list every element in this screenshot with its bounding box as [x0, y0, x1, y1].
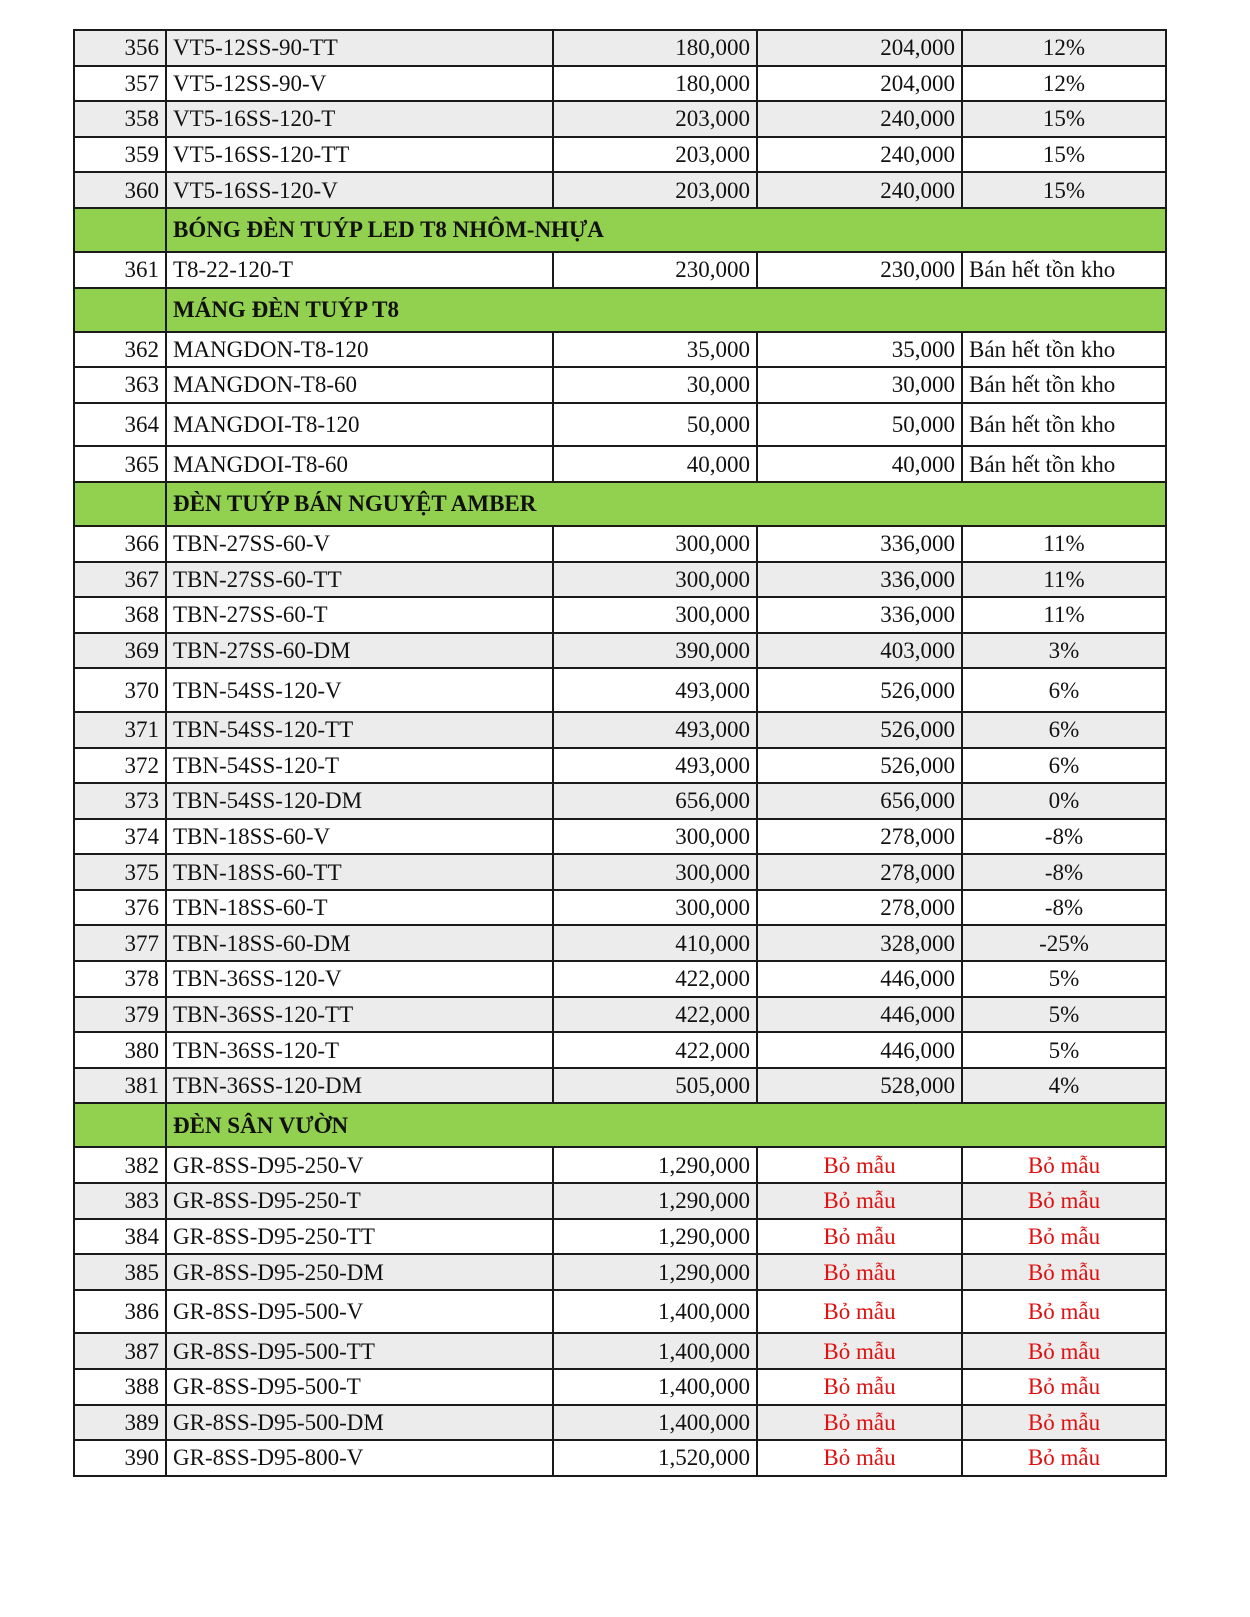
- category-title: ĐÈN SÂN VƯỜN: [166, 1103, 1166, 1147]
- new-price: Bỏ mẫu: [757, 1290, 962, 1334]
- row-number: 388: [74, 1369, 166, 1405]
- old-price: 422,000: [553, 1032, 757, 1068]
- row-number: 379: [74, 997, 166, 1033]
- new-price: 278,000: [757, 890, 962, 926]
- row-number: 380: [74, 1032, 166, 1068]
- old-price: 300,000: [553, 562, 757, 598]
- old-price: 505,000: [553, 1068, 757, 1104]
- old-price: 1,520,000: [553, 1440, 757, 1476]
- new-price: 278,000: [757, 819, 962, 855]
- product-code: VT5-16SS-120-V: [166, 172, 553, 208]
- price-change: 5%: [962, 961, 1166, 997]
- new-price: 446,000: [757, 1032, 962, 1068]
- old-price: 390,000: [553, 633, 757, 669]
- row-number: 365: [74, 446, 166, 482]
- price-change: Bán hết tồn kho: [962, 332, 1166, 368]
- old-price: 300,000: [553, 819, 757, 855]
- product-code: MANGDON-T8-120: [166, 332, 553, 368]
- product-code: VT5-12SS-90-V: [166, 66, 553, 102]
- price-change: Bỏ mẫu: [962, 1147, 1166, 1183]
- row-number: 367: [74, 562, 166, 598]
- old-price: 300,000: [553, 526, 757, 562]
- category-title: BÓNG ĐÈN TUÝP LED T8 NHÔM-NHỰA: [166, 208, 1166, 252]
- row-number: 362: [74, 332, 166, 368]
- old-price: 203,000: [553, 137, 757, 173]
- price-change: 6%: [962, 668, 1166, 712]
- product-code: GR-8SS-D95-500-T: [166, 1369, 553, 1405]
- price-change: Bỏ mẫu: [962, 1219, 1166, 1255]
- price-change: 15%: [962, 172, 1166, 208]
- table-row: [74, 1290, 1166, 1334]
- new-price: Bỏ mẫu: [757, 1440, 962, 1476]
- table-row: [74, 137, 1166, 173]
- old-price: 40,000: [553, 446, 757, 482]
- new-price: 336,000: [757, 526, 962, 562]
- old-price: 1,290,000: [553, 1219, 757, 1255]
- new-price: 30,000: [757, 367, 962, 403]
- old-price: 180,000: [553, 66, 757, 102]
- price-change: 12%: [962, 30, 1166, 66]
- product-code: TBN-27SS-60-V: [166, 526, 553, 562]
- old-price: 230,000: [553, 252, 757, 288]
- new-price: 528,000: [757, 1068, 962, 1104]
- table-row: [74, 783, 1166, 819]
- new-price: 403,000: [757, 633, 962, 669]
- new-price: 526,000: [757, 668, 962, 712]
- table-row: [74, 597, 1166, 633]
- row-number: 368: [74, 597, 166, 633]
- row-number: 369: [74, 633, 166, 669]
- product-code: VT5-16SS-120-TT: [166, 137, 553, 173]
- old-price: 656,000: [553, 783, 757, 819]
- table-row: [74, 367, 1166, 403]
- old-price: 300,000: [553, 890, 757, 926]
- table-row: [74, 1147, 1166, 1183]
- product-code: TBN-54SS-120-TT: [166, 712, 553, 748]
- new-price: 40,000: [757, 446, 962, 482]
- price-change: 3%: [962, 633, 1166, 669]
- old-price: 35,000: [553, 332, 757, 368]
- product-code: GR-8SS-D95-500-TT: [166, 1333, 553, 1369]
- old-price: 410,000: [553, 925, 757, 961]
- old-price: 1,290,000: [553, 1254, 757, 1290]
- table-row: [74, 446, 1166, 482]
- product-code: GR-8SS-D95-500-DM: [166, 1405, 553, 1441]
- price-change: 5%: [962, 1032, 1166, 1068]
- product-code: MANGDON-T8-60: [166, 367, 553, 403]
- new-price: Bỏ mẫu: [757, 1405, 962, 1441]
- table-row: [74, 1183, 1166, 1219]
- old-price: 493,000: [553, 748, 757, 784]
- new-price: Bỏ mẫu: [757, 1369, 962, 1405]
- table-row: [74, 66, 1166, 102]
- price-change: Bỏ mẫu: [962, 1254, 1166, 1290]
- old-price: 180,000: [553, 30, 757, 66]
- row-number: 356: [74, 30, 166, 66]
- new-price: 35,000: [757, 332, 962, 368]
- old-price: 1,290,000: [553, 1147, 757, 1183]
- table-row: [74, 1219, 1166, 1255]
- row-number: 358: [74, 101, 166, 137]
- row-number: 385: [74, 1254, 166, 1290]
- table-row: [74, 1369, 1166, 1405]
- new-price: 336,000: [757, 562, 962, 598]
- category-index-cell: [74, 1103, 166, 1147]
- table-row: [74, 526, 1166, 562]
- price-change: -8%: [962, 890, 1166, 926]
- price-change: 6%: [962, 748, 1166, 784]
- category-row: [74, 482, 1166, 526]
- product-code: TBN-18SS-60-TT: [166, 854, 553, 890]
- price-change: Bán hết tồn kho: [962, 252, 1166, 288]
- category-row: [74, 1103, 1166, 1147]
- product-code: TBN-36SS-120-T: [166, 1032, 553, 1068]
- product-code: GR-8SS-D95-250-V: [166, 1147, 553, 1183]
- product-code: VT5-16SS-120-T: [166, 101, 553, 137]
- product-code: GR-8SS-D95-800-V: [166, 1440, 553, 1476]
- new-price: Bỏ mẫu: [757, 1333, 962, 1369]
- row-number: 377: [74, 925, 166, 961]
- table-row: [74, 1440, 1166, 1476]
- row-number: 357: [74, 66, 166, 102]
- table-row: [74, 925, 1166, 961]
- new-price: Bỏ mẫu: [757, 1183, 962, 1219]
- row-number: 378: [74, 961, 166, 997]
- row-number: 373: [74, 783, 166, 819]
- old-price: 422,000: [553, 997, 757, 1033]
- price-change: -25%: [962, 925, 1166, 961]
- category-index-cell: [74, 288, 166, 332]
- old-price: 1,400,000: [553, 1333, 757, 1369]
- old-price: 1,400,000: [553, 1405, 757, 1441]
- product-code: GR-8SS-D95-250-TT: [166, 1219, 553, 1255]
- row-number: 390: [74, 1440, 166, 1476]
- row-number: 372: [74, 748, 166, 784]
- old-price: 203,000: [553, 172, 757, 208]
- table-row: [74, 854, 1166, 890]
- price-change: 4%: [962, 1068, 1166, 1104]
- old-price: 203,000: [553, 101, 757, 137]
- table-row: [74, 1333, 1166, 1369]
- row-number: 382: [74, 1147, 166, 1183]
- new-price: 240,000: [757, 172, 962, 208]
- product-code: TBN-36SS-120-V: [166, 961, 553, 997]
- table-row: [74, 1254, 1166, 1290]
- row-number: 370: [74, 668, 166, 712]
- price-change: Bỏ mẫu: [962, 1405, 1166, 1441]
- table-row: [74, 997, 1166, 1033]
- product-code: GR-8SS-D95-500-V: [166, 1290, 553, 1334]
- product-code: TBN-18SS-60-DM: [166, 925, 553, 961]
- row-number: 361: [74, 252, 166, 288]
- table-row: [74, 172, 1166, 208]
- price-change: Bán hết tồn kho: [962, 403, 1166, 447]
- new-price: 204,000: [757, 30, 962, 66]
- product-code: TBN-54SS-120-T: [166, 748, 553, 784]
- old-price: 300,000: [553, 854, 757, 890]
- category-row: [74, 288, 1166, 332]
- price-change: 0%: [962, 783, 1166, 819]
- old-price: 300,000: [553, 597, 757, 633]
- table-row: [74, 961, 1166, 997]
- row-number: 389: [74, 1405, 166, 1441]
- price-change: 11%: [962, 597, 1166, 633]
- price-change: Bỏ mẫu: [962, 1440, 1166, 1476]
- category-row: [74, 208, 1166, 252]
- category-index-cell: [74, 208, 166, 252]
- table-row: [74, 1032, 1166, 1068]
- row-number: 383: [74, 1183, 166, 1219]
- price-change: -8%: [962, 854, 1166, 890]
- row-number: 384: [74, 1219, 166, 1255]
- price-change: Bỏ mẫu: [962, 1290, 1166, 1334]
- table-row: [74, 633, 1166, 669]
- table-row: [74, 30, 1166, 66]
- product-code: TBN-36SS-120-DM: [166, 1068, 553, 1104]
- price-change: 15%: [962, 101, 1166, 137]
- price-change: Bỏ mẫu: [962, 1369, 1166, 1405]
- new-price: 526,000: [757, 712, 962, 748]
- product-code: MANGDOI-T8-120: [166, 403, 553, 447]
- product-code: MANGDOI-T8-60: [166, 446, 553, 482]
- new-price: 446,000: [757, 961, 962, 997]
- new-price: 328,000: [757, 925, 962, 961]
- row-number: 363: [74, 367, 166, 403]
- new-price: 50,000: [757, 403, 962, 447]
- price-table-body: [74, 30, 1166, 1476]
- price-change: 5%: [962, 997, 1166, 1033]
- category-title: ĐÈN TUÝP BÁN NGUYỆT AMBER: [166, 482, 1166, 526]
- old-price: 493,000: [553, 712, 757, 748]
- new-price: 336,000: [757, 597, 962, 633]
- old-price: 1,290,000: [553, 1183, 757, 1219]
- product-code: GR-8SS-D95-250-DM: [166, 1254, 553, 1290]
- price-change: 6%: [962, 712, 1166, 748]
- price-change: 15%: [962, 137, 1166, 173]
- table-row: [74, 403, 1166, 447]
- price-change: Bỏ mẫu: [962, 1183, 1166, 1219]
- table-row: [74, 101, 1166, 137]
- price-change: -8%: [962, 819, 1166, 855]
- row-number: 364: [74, 403, 166, 447]
- price-change: Bán hết tồn kho: [962, 446, 1166, 482]
- old-price: 50,000: [553, 403, 757, 447]
- table-row: [74, 748, 1166, 784]
- row-number: 371: [74, 712, 166, 748]
- category-title: MÁNG ĐÈN TUÝP T8: [166, 288, 1166, 332]
- row-number: 386: [74, 1290, 166, 1334]
- row-number: 360: [74, 172, 166, 208]
- table-row: [74, 332, 1166, 368]
- price-change: Bán hết tồn kho: [962, 367, 1166, 403]
- product-code: T8-22-120-T: [166, 252, 553, 288]
- product-code: TBN-27SS-60-DM: [166, 633, 553, 669]
- row-number: 359: [74, 137, 166, 173]
- product-code: TBN-18SS-60-T: [166, 890, 553, 926]
- row-number: 376: [74, 890, 166, 926]
- new-price: Bỏ mẫu: [757, 1219, 962, 1255]
- product-code: GR-8SS-D95-250-T: [166, 1183, 553, 1219]
- price-table: [73, 29, 1167, 1477]
- new-price: 230,000: [757, 252, 962, 288]
- table-row: [74, 1405, 1166, 1441]
- old-price: 1,400,000: [553, 1290, 757, 1334]
- new-price: 656,000: [757, 783, 962, 819]
- new-price: 526,000: [757, 748, 962, 784]
- table-row: [74, 252, 1166, 288]
- row-number: 387: [74, 1333, 166, 1369]
- product-code: VT5-12SS-90-TT: [166, 30, 553, 66]
- product-code: TBN-54SS-120-V: [166, 668, 553, 712]
- old-price: 422,000: [553, 961, 757, 997]
- new-price: 240,000: [757, 137, 962, 173]
- product-code: TBN-27SS-60-TT: [166, 562, 553, 598]
- price-change: 11%: [962, 562, 1166, 598]
- table-row: [74, 668, 1166, 712]
- row-number: 375: [74, 854, 166, 890]
- new-price: Bỏ mẫu: [757, 1147, 962, 1183]
- row-number: 381: [74, 1068, 166, 1104]
- new-price: Bỏ mẫu: [757, 1254, 962, 1290]
- table-row: [74, 712, 1166, 748]
- row-number: 366: [74, 526, 166, 562]
- category-index-cell: [74, 482, 166, 526]
- old-price: 30,000: [553, 367, 757, 403]
- price-change: Bỏ mẫu: [962, 1333, 1166, 1369]
- product-code: TBN-36SS-120-TT: [166, 997, 553, 1033]
- old-price: 1,400,000: [553, 1369, 757, 1405]
- table-row: [74, 562, 1166, 598]
- price-change: 11%: [962, 526, 1166, 562]
- table-row: [74, 1068, 1166, 1104]
- table-row: [74, 819, 1166, 855]
- product-code: TBN-54SS-120-DM: [166, 783, 553, 819]
- table-row: [74, 890, 1166, 926]
- product-code: TBN-18SS-60-V: [166, 819, 553, 855]
- new-price: 240,000: [757, 101, 962, 137]
- new-price: 204,000: [757, 66, 962, 102]
- product-code: TBN-27SS-60-T: [166, 597, 553, 633]
- row-number: 374: [74, 819, 166, 855]
- old-price: 493,000: [553, 668, 757, 712]
- price-change: 12%: [962, 66, 1166, 102]
- new-price: 446,000: [757, 997, 962, 1033]
- new-price: 278,000: [757, 854, 962, 890]
